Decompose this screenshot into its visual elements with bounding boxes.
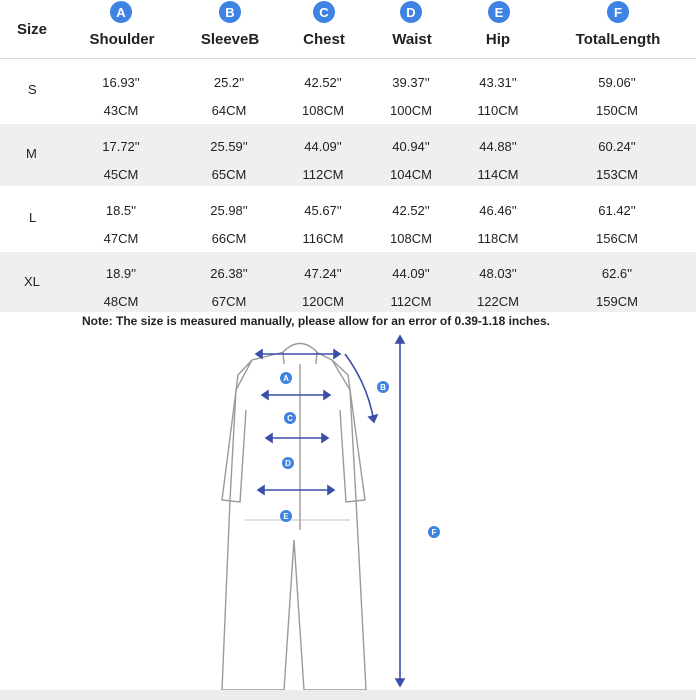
- table-cell: 112CM: [390, 294, 432, 309]
- table-cell: 104CM: [390, 167, 432, 182]
- table-cell: 39.37'': [392, 75, 430, 90]
- table-cell: 156CM: [596, 231, 638, 246]
- badge-e: E: [488, 1, 510, 23]
- table-cell: 16.93'': [102, 75, 140, 90]
- column-header-chest: Chest: [303, 31, 345, 48]
- table-cell: 45CM: [103, 167, 139, 182]
- table-cell: 43.31'': [479, 75, 517, 90]
- table-cell: 150CM: [596, 103, 638, 118]
- column-header-shoulder: Shoulder: [89, 31, 155, 48]
- marker-a-label: A: [283, 374, 289, 383]
- size-label-m: M: [26, 146, 37, 161]
- marker-d-label: D: [285, 459, 291, 468]
- size-label-s: S: [28, 82, 37, 97]
- marker-badges: [280, 372, 440, 538]
- table-cell: 44.09'': [392, 266, 430, 281]
- table-cell: 65CM: [211, 167, 247, 182]
- header-divider: [0, 58, 696, 59]
- size-label-xl: XL: [24, 274, 40, 289]
- table-cell: 25.59'': [210, 139, 248, 154]
- table-cell: 48.03'': [479, 266, 517, 281]
- column-header-waist: Waist: [392, 31, 432, 48]
- table-cell: 110CM: [477, 103, 519, 118]
- marker-c-label: C: [287, 414, 293, 423]
- table-cell: 112CM: [302, 167, 344, 182]
- column-header-hip: Hip: [485, 31, 511, 48]
- table-cell: 26.38'': [210, 266, 248, 281]
- table-cell: 159CM: [596, 294, 638, 309]
- table-cell: 44.88'': [479, 139, 517, 154]
- badge-d: D: [400, 1, 422, 23]
- table-cell: 62.6'': [601, 266, 633, 281]
- column-header-sleeve: SleeveB: [200, 31, 260, 48]
- table-cell: 122CM: [477, 294, 519, 309]
- table-cell: 153CM: [596, 167, 638, 182]
- table-cell: 25.2'': [213, 75, 245, 90]
- badge-b: B: [219, 1, 241, 23]
- table-cell: 47.24'': [304, 266, 342, 281]
- marker-f-label: F: [431, 528, 437, 537]
- jumpsuit-measurement-diagram: [0, 330, 696, 700]
- table-cell: 40.94'': [392, 139, 430, 154]
- table-cell: 42.52'': [392, 203, 430, 218]
- table-cell: 46.46'': [479, 203, 517, 218]
- bottom-bar: [0, 690, 696, 700]
- table-cell: 17.72'': [102, 139, 140, 154]
- table-cell: 44.09'': [304, 139, 342, 154]
- table-cell: 18.9'': [105, 266, 137, 281]
- table-cell: 59.06'': [598, 75, 636, 90]
- table-cell: 61.42'': [598, 203, 636, 218]
- badge-a: A: [110, 1, 132, 23]
- table-cell: 64CM: [211, 103, 247, 118]
- table-cell: 118CM: [477, 231, 519, 246]
- table-cell: 45.67'': [304, 203, 342, 218]
- measurement-note: Note: The size is measured manually, please allow for an error of 0.39-1.18 inches.: [82, 314, 550, 328]
- table-cell: 60.24'': [598, 139, 636, 154]
- table-cell: 42.52'': [304, 75, 342, 90]
- table-cell: 66CM: [211, 231, 247, 246]
- table-cell: 108CM: [302, 103, 344, 118]
- table-cell: 100CM: [390, 103, 432, 118]
- table-cell: 43CM: [103, 103, 139, 118]
- size-column-header: Size: [17, 21, 48, 38]
- table-cell: 48CM: [103, 294, 139, 309]
- column-header-total-length: TotalLength: [575, 31, 661, 48]
- table-cell: 25.98'': [210, 203, 248, 218]
- marker-e-label: E: [283, 512, 289, 521]
- table-cell: 108CM: [390, 231, 432, 246]
- table-cell: 114CM: [477, 167, 519, 182]
- table-cell: 47CM: [103, 231, 139, 246]
- badge-f: F: [607, 1, 629, 23]
- badge-c: C: [313, 1, 335, 23]
- marker-b-label: B: [380, 383, 386, 392]
- table-cell: 116CM: [302, 231, 344, 246]
- table-cell: 67CM: [211, 294, 247, 309]
- table-cell: 18.5'': [105, 203, 137, 218]
- table-cell: 120CM: [302, 294, 344, 309]
- size-label-l: L: [29, 210, 37, 225]
